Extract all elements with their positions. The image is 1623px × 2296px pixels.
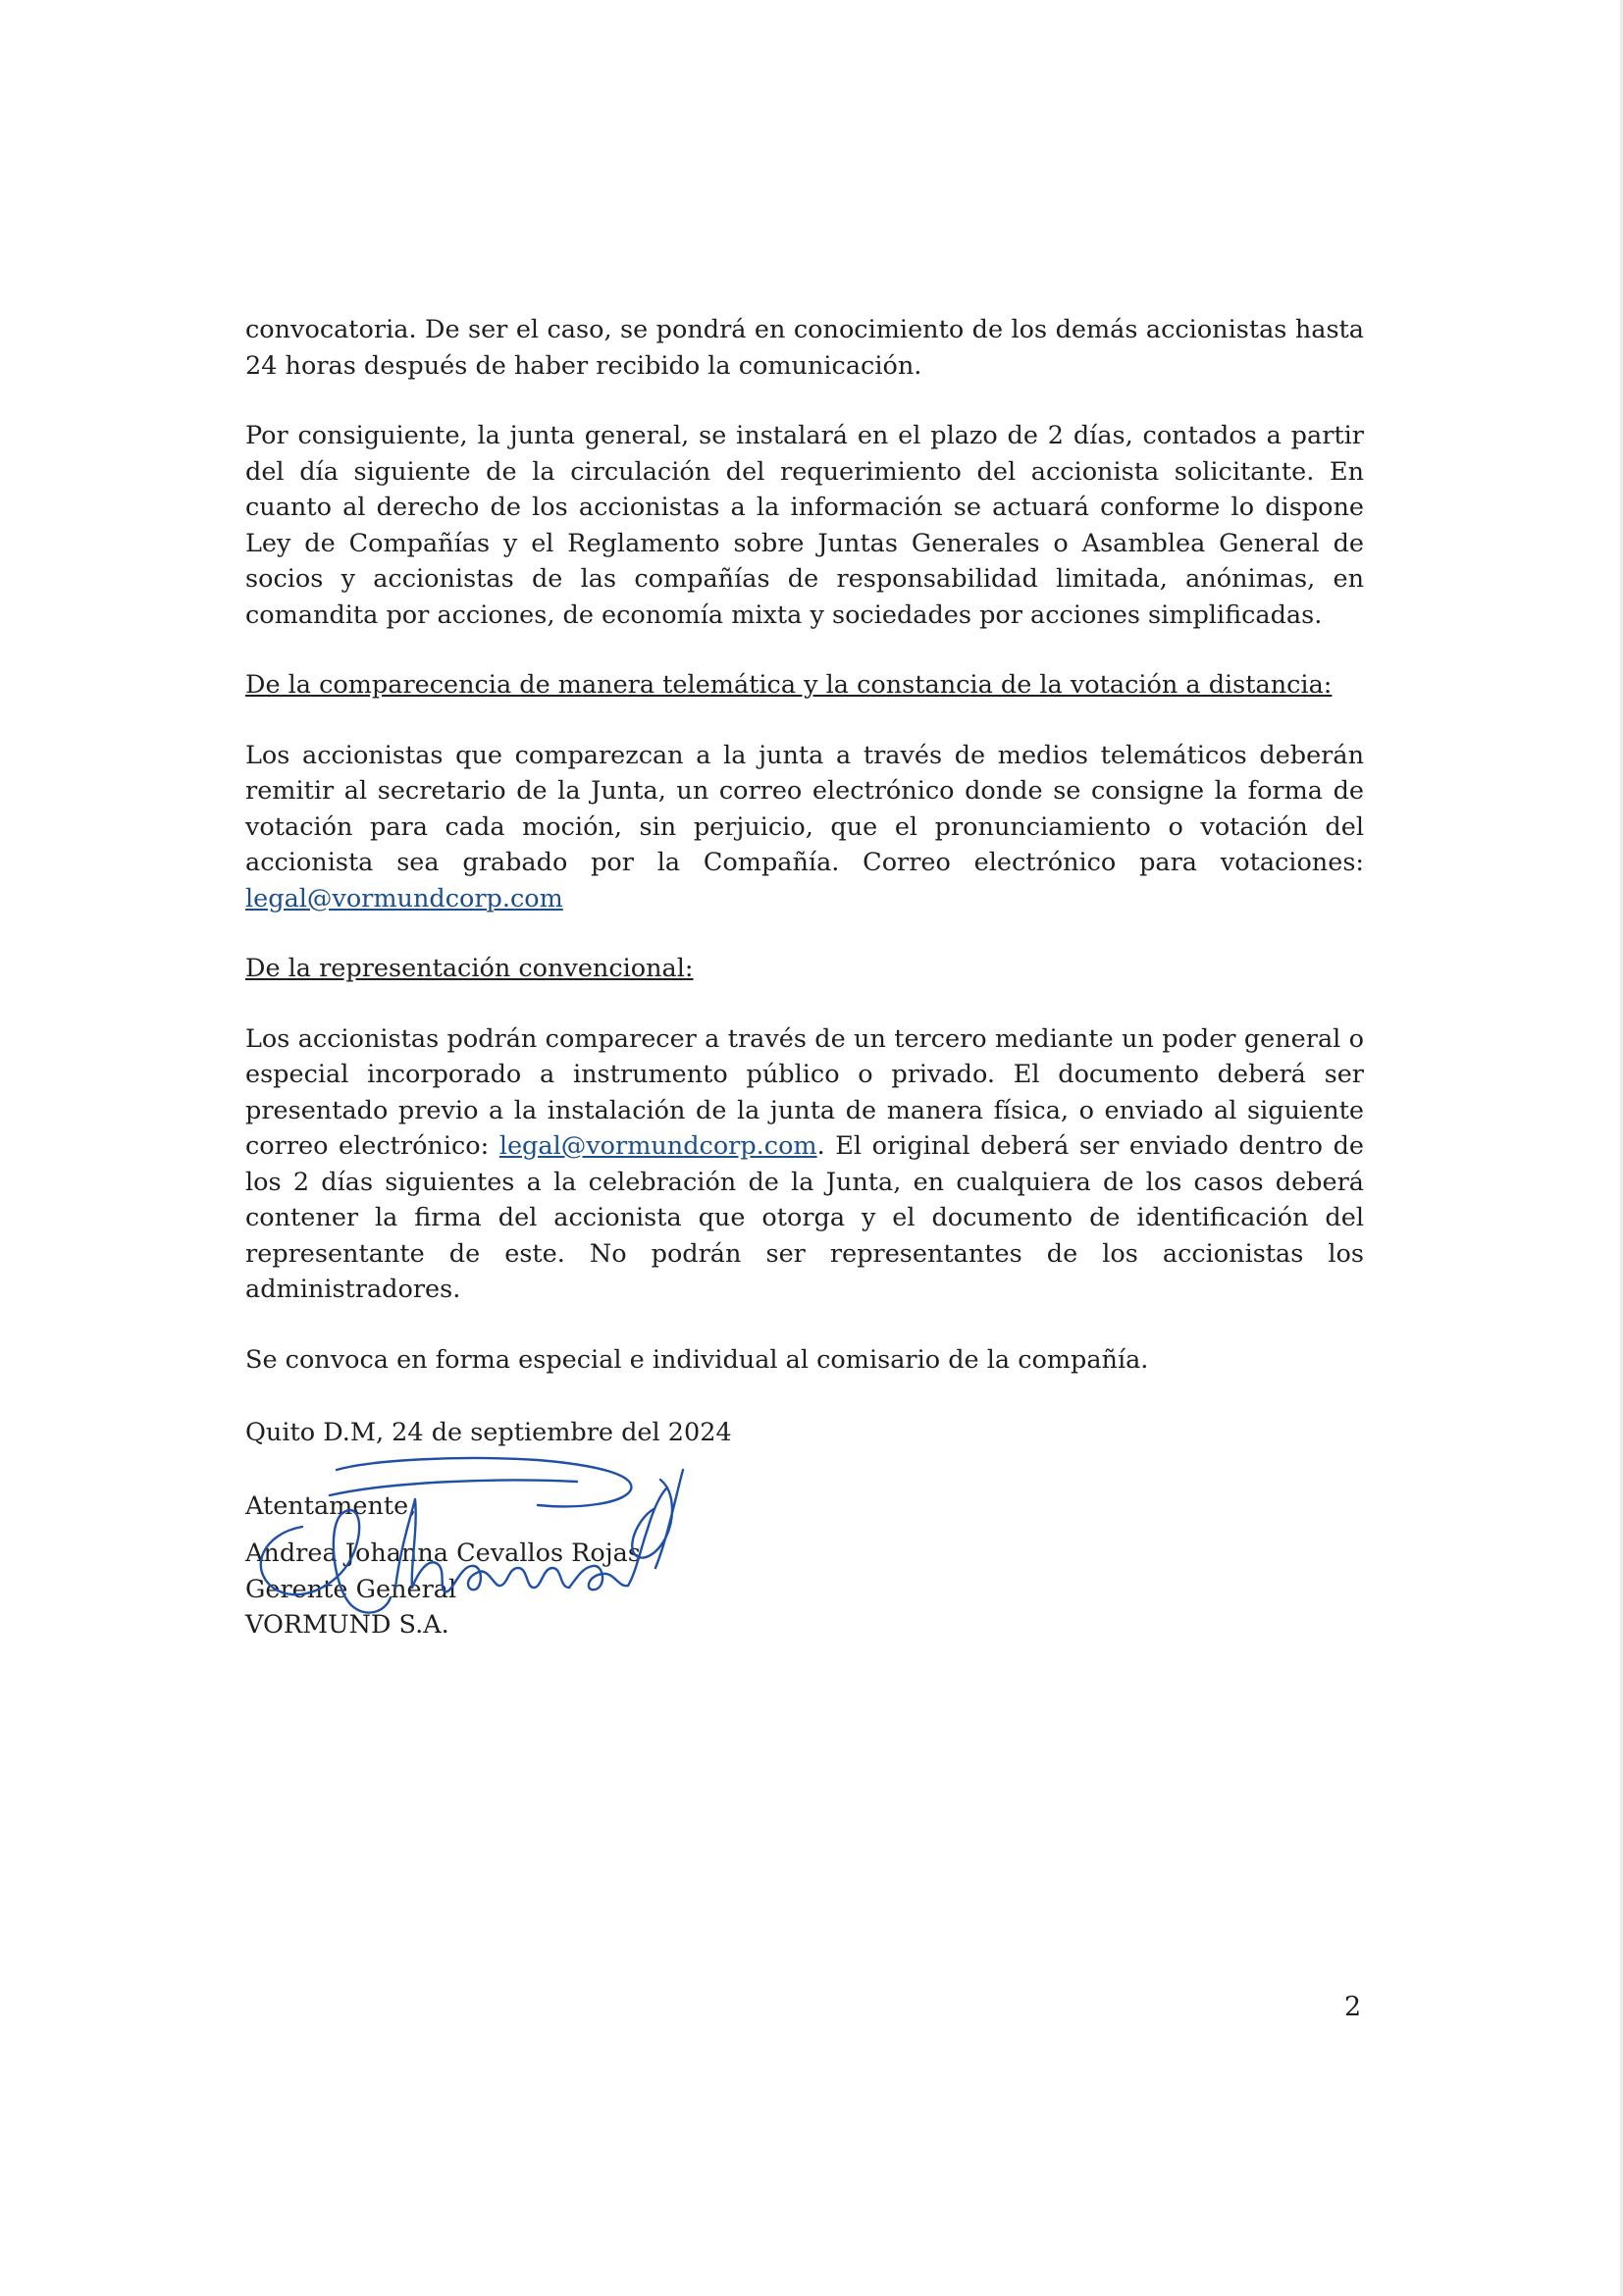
signer-company: VORMUND S.A. [245,1610,449,1640]
voting-email-link[interactable]: legal@vormundcorp.com [245,883,563,913]
page-number: 2 [1344,1992,1362,2022]
paragraph-comisario: Se convoca en forma especial e individual al comisario de la compañía. [245,1344,1149,1375]
representation-email-link[interactable]: legal@vormundcorp.com [498,1131,817,1161]
signer-title: Gerente General [245,1574,457,1604]
heading-comparecencia-telematica: De la comparecencia de manera telemática y la constancia de la votación a distancia: [245,670,1333,700]
paragraph-instalacion: Por consiguiente, la junta general, se instalará en el plazo de 2 días, contados a partir del día siguiente de la circulación del requerimiento del accionista solicitante. En cuanto al derecho de los accionistas a la información se actuará conforme lo dispone Ley de Compañías y el Reglamento sobre Juntas Generales o Asamblea General de socios y accionistas de las compañías de responsabilidad limitada, anónimas, en comandita por acciones, de economía mixta y sociedades por acciones simplificadas. [245,421,1364,630]
closing: Atentamente, [245,1490,417,1521]
paragraph-representacion-text-after: . El original deberá ser enviado dentro de los 2 días siguientes a la celebración de la Junta, en cualquiera de los casos deberá contener la firma del accionista que otorga y el documento de identificación del representante de este. No podrán ser representantes de los accionistas los administradores. [245,1131,1364,1304]
paragraph-votacion-text: Los accionistas que comparezcan a la junta a través de medios telemáticos deberán remitir al secretario de la Junta, un correo electrónico donde se consigne la forma de votación para cada moción, sin perjuicio, que el pronunciamiento o votación del accionista sea grabado por la Compañía. Correo electrónico para votaciones: [245,740,1364,877]
paragraph-representacion [245,1021,1364,1308]
letter-body [245,312,1364,1558]
paragraph-votacion-telematica [245,738,1364,917]
heading-representacion: De la representación convencional: [245,954,694,983]
place-date: Quito D.M, 24 de septiembre del 2024 [245,1418,732,1447]
signer-name: Andrea Johanna Cevallos Rojas [245,1539,641,1568]
paragraph-convocatoria: convocatoria. De ser el caso, se pondrá en conocimiento de los demás accionistas hasta 24 horas después de haber recibido la comunicación. [245,315,1364,381]
handwritten-signature [243,1440,695,1637]
paragraph-representacion-text-before: Los accionistas podrán comparecer a través de un tercero mediante un poder general o especial incorporado a instrumento público o privado. El documento deberá ser presentado previo a la instalación de la junta de manera física, o enviado al siguiente correo electrónico: [245,1023,1364,1161]
